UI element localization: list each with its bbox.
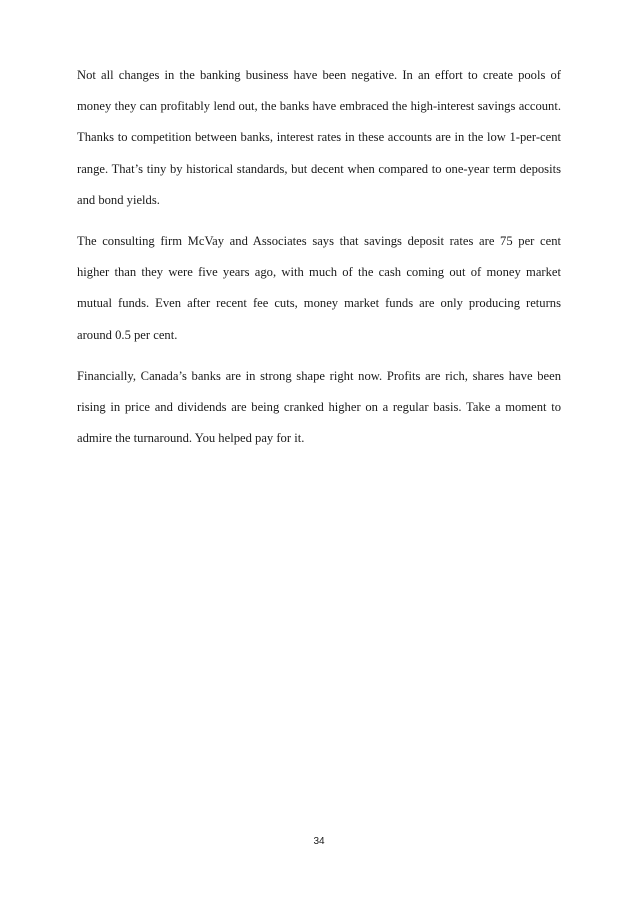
body-text xyxy=(77,60,561,464)
page-number: 34 xyxy=(313,836,325,847)
paragraph-2: The consulting firm McVay and Associates says that savings deposit rates are 75 per cent higher than they were five years ago, with much of the cash coming out of money market mutual funds. Even after recent fee cuts, money market funds are only producing returns around 0.5 per cent. xyxy=(77,234,561,342)
paragraph-1: Not all changes in the banking business have been negative. In an effort to create pools of money they can profitably lend out, the banks have embraced the high-interest savings account. Thanks to competition between banks, interest rates in these accounts are in the low 1-per-cent range. That’s tiny by historical standards, but decent when compared to one-year term deposits and bond yields. xyxy=(77,68,561,207)
paragraph-3: Financially, Canada’s banks are in strong shape right now. Profits are rich, shares have been rising in price and dividends are being cranked higher on a regular basis. Take a moment to admire the turnaround. You helped pay for it. xyxy=(77,368,561,446)
